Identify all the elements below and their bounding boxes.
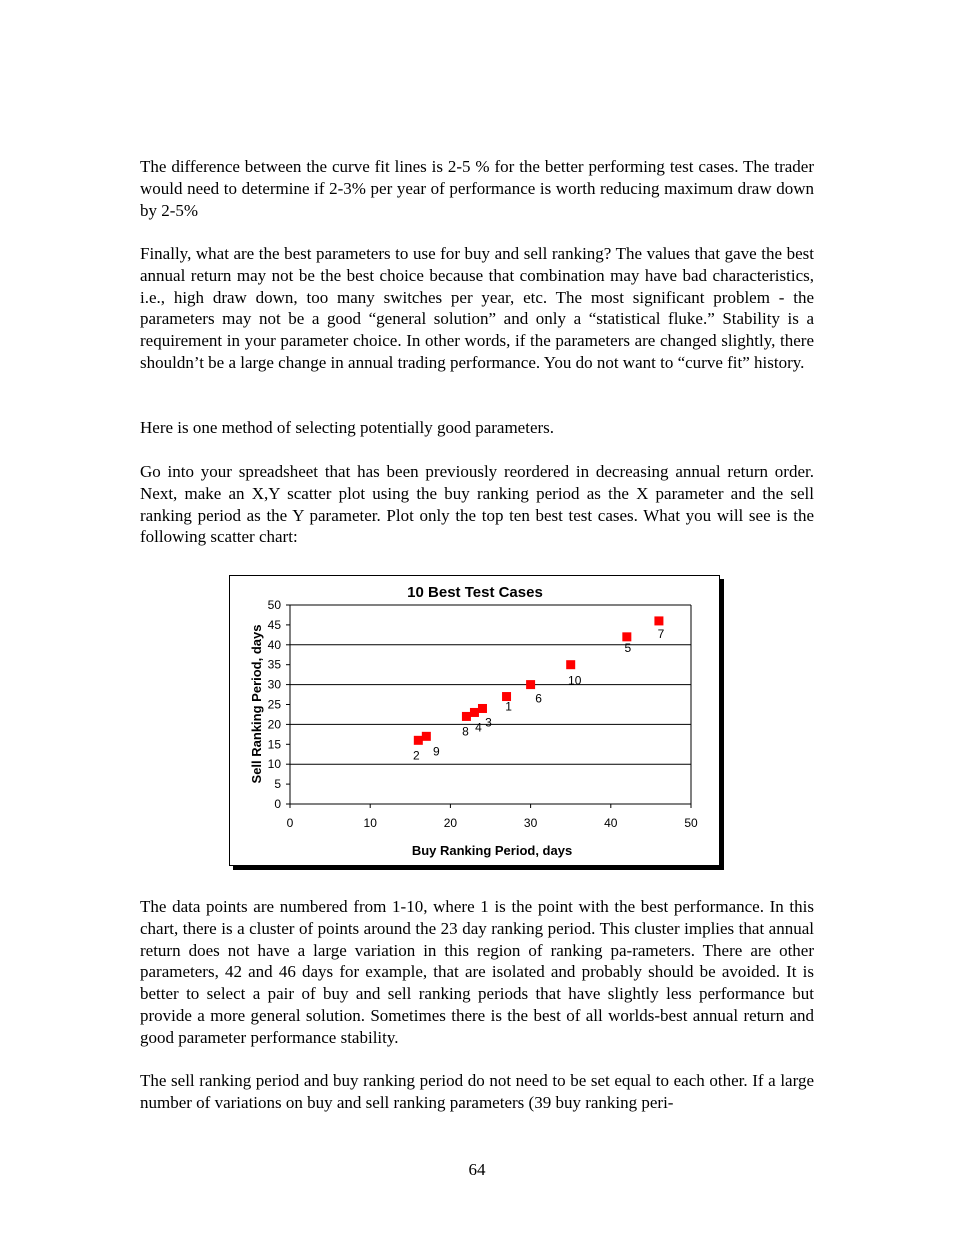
x-tick-label: 40 bbox=[604, 816, 618, 830]
y-tick-label: 10 bbox=[267, 757, 281, 772]
chart-title: 10 Best Test Cases bbox=[407, 584, 543, 601]
data-label-10: 10 bbox=[568, 673, 582, 688]
y-tick-label: 15 bbox=[267, 737, 281, 752]
x-tick-label: 0 bbox=[286, 816, 294, 830]
data-point-8 bbox=[462, 712, 471, 721]
paragraph-ranking-period-note: The sell ranking period and buy ranking period do not need to be set equal to each other. If a large number of variations on buy and sell ranking parameters (39 buy ranking peri- bbox=[140, 1071, 814, 1112]
data-label-8: 8 bbox=[462, 724, 469, 739]
y-tick-label: 25 bbox=[267, 697, 281, 712]
x-axis-label: Buy Ranking Period, days bbox=[411, 843, 573, 858]
y-tick-label: 30 bbox=[267, 677, 281, 692]
x-tick-label: 30 bbox=[523, 816, 538, 830]
y-tick-label: 20 bbox=[267, 717, 281, 732]
data-label-2: 2 bbox=[412, 748, 420, 763]
paragraph-best-parameters: Finally, what are the best parameters to use for buy and sell ranking? The values that gave the best annual return may not be the best choice because that combination may have bad characteristics, i.e., high draw down, too many switches per year, etc. The most significant problem - the parameters may not be a good “general solution” and only a “statistical fluke.” Stability is a requirement in your parameter choice. In other words, if the parameters are changed slightly, there shouldn’t be a large change in annual trading performance. You do not want to “curve fit” history. bbox=[140, 244, 814, 372]
y-tick-label: 0 bbox=[274, 797, 281, 811]
data-point-4 bbox=[470, 708, 479, 717]
data-label-6: 6 bbox=[535, 691, 542, 706]
data-point-7 bbox=[654, 616, 663, 625]
data-label-5: 5 bbox=[624, 640, 632, 655]
y-tick-label: 45 bbox=[267, 617, 281, 632]
data-label-3: 3 bbox=[485, 715, 492, 730]
y-axis-label: Sell Ranking Period, days bbox=[249, 624, 264, 784]
data-label-1: 1 bbox=[505, 699, 512, 714]
data-point-9 bbox=[422, 732, 431, 741]
paragraph-scatter-instructions: Go into your spreadsheet that has been previously reordered in decreasing annual return order. Next, make an X,Y scatter plot using the buy ranking period as the X parameter and the sell ranking period as the Y parameter. Plot only the top ten best test cases. What you will see is the following scatter chart: bbox=[140, 462, 814, 547]
y-tick-label: 5 bbox=[274, 777, 281, 792]
y-tick-label: 40 bbox=[267, 637, 281, 652]
scatter-chart bbox=[230, 576, 719, 865]
y-tick-label: 35 bbox=[267, 657, 281, 672]
page-number: 64 bbox=[468, 1160, 486, 1179]
x-tick-label: 50 bbox=[684, 816, 698, 830]
data-label-7: 7 bbox=[657, 626, 665, 641]
scatter-chart-frame bbox=[229, 575, 720, 866]
paragraph-curve-fit-difference: The difference between the curve fit lines is 2-5 % for the better performing test cases. The trader would need to determine if 2-3% per year of performance is worth reducing maximum draw down by 2-5% bbox=[140, 157, 814, 220]
y-tick-label: 50 bbox=[267, 598, 281, 612]
data-point-10 bbox=[566, 660, 575, 669]
paragraph-chart-interpretation: The data points are numbered from 1-10, where 1 is the point with the best performance. In this chart, there is a cluster of points around the 23 day ranking period. This cluster implies that annual return does not have a large variation in this region of ranking pa-rameters. There are other parameters, 42 and 46 days for example, that are isolated and probably should be avoided. It is better to select a pair of buy and sell ranking periods that have slightly less performance but provide a more general solution. Sometimes there is the best of all worlds-best annual return and good parameter performance stability. bbox=[140, 897, 814, 1047]
data-point-2 bbox=[414, 736, 423, 745]
paragraph-method-intro: Here is one method of selecting potentially good parameters. bbox=[140, 418, 555, 437]
x-tick-label: 20 bbox=[443, 816, 458, 830]
data-label-9: 9 bbox=[432, 744, 440, 759]
x-tick-label: 10 bbox=[363, 816, 377, 830]
data-point-6 bbox=[526, 680, 535, 689]
data-label-4: 4 bbox=[475, 720, 482, 735]
data-point-3 bbox=[478, 704, 487, 713]
